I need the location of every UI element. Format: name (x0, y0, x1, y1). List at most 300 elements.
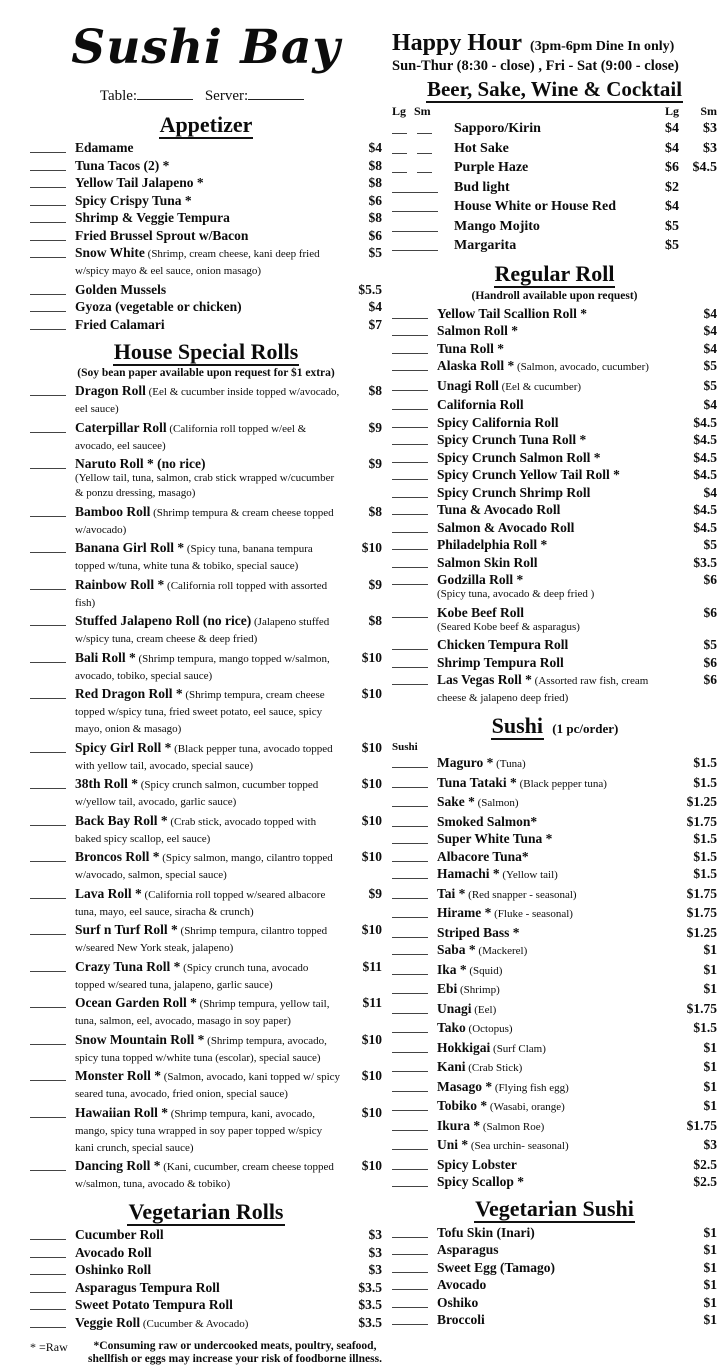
item-price: $2.5 (693, 1174, 717, 1190)
item-name: Philadelphia Roll * (437, 537, 548, 553)
quantity-blank (392, 605, 428, 618)
item-name: Oshiko (437, 1294, 479, 1310)
quantity-blank (30, 175, 66, 188)
menu-item-row (30, 922, 382, 956)
item-text (437, 306, 681, 321)
item-price: $1.25 (686, 924, 717, 940)
item-text (75, 650, 346, 684)
item-text (437, 794, 681, 811)
item-price: $5 (368, 245, 382, 261)
item-text (437, 814, 681, 829)
item-description: (Sea urchin- seasonal) (468, 1140, 569, 1153)
quantity-blank (392, 1001, 428, 1014)
section-title-text: Vegetarian Sushi (475, 1196, 634, 1222)
item-price: $1.5 (693, 774, 717, 790)
quantity-blank (392, 1157, 428, 1170)
item-price: $10 (361, 1104, 382, 1120)
menu-item-row (392, 485, 717, 500)
quantity-blank (392, 124, 407, 134)
item-text (437, 358, 681, 375)
item-description: (Spicy crunch salmon, cucumber topped w/yellow tail, avocado, garlic sauce) (75, 779, 319, 809)
item-text (75, 504, 346, 538)
item-name: Stuffed Jalapeno Roll (no rice) (75, 613, 252, 629)
item-price: $10 (361, 739, 382, 755)
item-description: (Salmon Roe) (480, 1120, 545, 1133)
quantity-blank (30, 1262, 66, 1275)
menu-right-column (392, 0, 717, 1330)
menu-item-row (30, 959, 382, 993)
happy-hour-item-row (392, 160, 717, 176)
quantity-blank (417, 144, 432, 154)
item-description: (Shrimp tempura, yellow tail, tuna, salmon, eel, avocado, masago in soy paper) (75, 998, 330, 1028)
quantity-blank (417, 124, 432, 134)
item-price: $1.75 (686, 813, 717, 829)
item-name: Ocean Garden Roll * (75, 995, 197, 1011)
quantity-blank (392, 397, 428, 410)
item-name: Maguro * (437, 755, 494, 771)
menu-item-row (30, 210, 382, 225)
quantity-blank (30, 577, 66, 590)
quantity-blank (392, 1040, 428, 1053)
item-price: $1.25 (686, 794, 717, 810)
happy-hour-item-row (392, 141, 717, 157)
section-title-text: Regular Roll (494, 261, 615, 287)
size-quantity-blanks (392, 219, 454, 232)
happy-hour-title: Happy Hour (392, 30, 523, 56)
quantity-blank (392, 755, 428, 768)
item-description: (Flying fish egg) (492, 1081, 569, 1094)
item-description: (Salmon, avocado, kani topped w/ spicy seared tuna, avocado, fried onion, special sauce) (75, 1071, 341, 1101)
section-title (392, 713, 717, 738)
item-text (437, 886, 681, 903)
item-text (437, 1098, 681, 1115)
quantity-blank (392, 341, 428, 354)
item-price: $11 (362, 958, 382, 974)
raw-disclaimer (30, 1340, 382, 1367)
menu-item-row (392, 555, 717, 570)
menu-item-row (392, 755, 717, 772)
item-text (437, 1137, 681, 1154)
item-price: $4.5 (693, 502, 717, 518)
size-header-spacer (436, 104, 641, 119)
menu-item-row (30, 613, 382, 647)
item-text (437, 981, 681, 998)
quantity-blank (30, 282, 66, 295)
item-price: $10 (361, 922, 382, 938)
section-title-text: Sushi (491, 713, 544, 739)
item-description: (Red snapper - seasonal) (465, 888, 577, 901)
menu-item-row (392, 1118, 717, 1135)
quantity-blank (392, 202, 438, 212)
quantity-blank (30, 613, 66, 626)
item-name: Asparagus Tempura Roll (75, 1279, 220, 1295)
item-price-large: $4 (665, 199, 679, 215)
item-name: Saba * (437, 942, 476, 958)
menu-item-row (392, 981, 717, 998)
item-price: $1.5 (693, 866, 717, 882)
quantity-blank (392, 306, 428, 319)
item-price: $1 (703, 981, 717, 997)
item-price: $1.75 (686, 885, 717, 901)
item-text (75, 228, 346, 243)
item-price: $10 (361, 540, 382, 556)
menu-item-row (392, 1079, 717, 1096)
item-description: (Fluke - seasonal) (491, 908, 573, 921)
quantity-blank (392, 163, 407, 173)
item-price: $8 (368, 157, 382, 173)
item-text (75, 540, 346, 574)
size-quantity-blanks (392, 160, 454, 173)
item-name: Sake * (437, 794, 475, 810)
menu-item-row (392, 775, 717, 792)
quantity-blank (30, 317, 66, 330)
item-price: $10 (361, 1158, 382, 1174)
item-text (437, 555, 681, 570)
item-text (75, 1068, 346, 1102)
menu-item-row (392, 962, 717, 979)
item-text (75, 922, 346, 956)
item-price: $10 (361, 849, 382, 865)
item-price: $6 (703, 654, 717, 670)
item-price: $4 (703, 484, 717, 500)
item-text (437, 655, 681, 670)
item-text (437, 397, 681, 412)
item-price-large: $6 (665, 160, 679, 176)
quantity-blank (392, 1260, 428, 1273)
menu-item-row (30, 140, 382, 155)
quantity-blank (30, 504, 66, 517)
menu-item-row (392, 306, 717, 321)
item-price: $5.5 (358, 281, 382, 297)
item-price: $8 (368, 175, 382, 191)
item-price: $1 (703, 1277, 717, 1293)
item-text (437, 831, 681, 846)
item-price: $8 (368, 503, 382, 519)
item-text (75, 210, 346, 225)
item-price: $1 (703, 1098, 717, 1114)
quantity-blank (30, 158, 66, 171)
quantity-blank (30, 650, 66, 663)
item-name: Hirame * (437, 905, 492, 921)
item-name: Banana Girl Roll * (75, 540, 185, 556)
table-label: Table: (99, 88, 138, 104)
item-text (437, 467, 681, 482)
quantity-blank (392, 775, 428, 788)
item-price: $10 (361, 1031, 382, 1047)
item-price: $1.5 (693, 755, 717, 771)
item-price: $4 (703, 323, 717, 339)
item-price: $9 (368, 576, 382, 592)
happy-hour-header (392, 30, 717, 75)
item-price: $10 (361, 649, 382, 665)
item-text (437, 1040, 681, 1057)
item-name: Rainbow Roll * (75, 576, 165, 592)
quantity-blank (392, 555, 428, 568)
quantity-blank (392, 485, 428, 498)
item-text (437, 572, 681, 602)
item-name: Tuna Tacos (2) * (75, 157, 170, 173)
quantity-blank (30, 1280, 66, 1293)
quantity-blank (392, 814, 428, 827)
size-quantity-blanks (392, 180, 454, 193)
item-name: Kani (437, 1059, 466, 1075)
menu-item-row (392, 1020, 717, 1037)
item-name: Spicy Crunch Shrimp Roll (437, 484, 591, 500)
item-text (75, 686, 346, 737)
quantity-blank (392, 415, 428, 428)
quantity-blank (30, 1158, 66, 1171)
menu-item-row (392, 537, 717, 552)
item-name: Unagi (437, 1000, 472, 1016)
menu-left-column (30, 0, 382, 1367)
item-text (75, 577, 346, 611)
item-name: Spicy Crunch Salmon Roll * (437, 449, 601, 465)
menu-item-row (392, 572, 717, 602)
item-name: House White or House Red (454, 199, 617, 215)
item-price: $4.5 (693, 519, 717, 535)
menu-item-row (30, 158, 382, 173)
item-price: $4 (703, 340, 717, 356)
menu-item-row (392, 323, 717, 338)
item-description: (Cucumber & Avocado) (140, 1317, 249, 1330)
item-name: Mango Mojito (454, 218, 540, 234)
item-text (75, 1262, 346, 1277)
quantity-blank (392, 520, 428, 533)
item-name: Super White Tuna * (437, 831, 553, 847)
item-text (437, 485, 681, 500)
item-name: Albacore Tuna* (437, 848, 529, 864)
size-header-sm-right: Sm (700, 104, 717, 119)
item-description: (Surf Clam) (490, 1042, 546, 1055)
item-text (75, 420, 346, 454)
quantity-blank (392, 144, 407, 154)
item-name: Yellow Tail Scallion Roll * (437, 305, 588, 321)
item-name: Lava Roll * (75, 885, 142, 901)
item-text (437, 605, 681, 635)
item-description: (Shrimp tempura, cilantro topped w/seared New York steak, jalapeno) (75, 925, 328, 955)
item-name: Ika * (437, 961, 467, 977)
item-name: Dancing Roll * (75, 1158, 161, 1174)
quantity-blank (392, 1225, 428, 1238)
item-name: 38th Roll * (75, 776, 139, 792)
item-text (437, 1174, 681, 1189)
menu-item-row (30, 740, 382, 774)
item-description: (Eel & cucumber) (498, 380, 582, 393)
menu-item-row (392, 637, 717, 652)
item-price-small: $3 (703, 140, 717, 156)
menu-item-row (30, 193, 382, 208)
menu-item-row (392, 1157, 717, 1172)
quantity-blank (30, 1315, 66, 1328)
quantity-blank (30, 1068, 66, 1081)
item-description: (Shrimp tempura, mango topped w/salmon, avocado, tobiko, special sauce) (75, 652, 330, 682)
menu-item-row (392, 432, 717, 447)
item-price: $6 (703, 604, 717, 620)
quantity-blank (30, 959, 66, 972)
item-text (75, 886, 346, 920)
quantity-blank (392, 572, 428, 585)
item-price: $10 (361, 812, 382, 828)
item-description: (Crab Stick) (465, 1062, 523, 1075)
item-name: Spicy Crunch Yellow Tail Roll * (437, 467, 620, 483)
item-price: $1 (703, 1059, 717, 1075)
item-name: Sweet Egg (Tamago) (437, 1259, 555, 1275)
menu-item-row (30, 1068, 382, 1102)
quantity-blank (30, 140, 66, 153)
menu-item-row (30, 317, 382, 332)
right-sections-container (392, 261, 717, 1327)
item-name: Hamachi * (437, 866, 500, 882)
item-name: Masago * (437, 1078, 493, 1094)
menu-item-row (392, 849, 717, 864)
server-label: Server: (204, 88, 249, 104)
menu-item-row (30, 420, 382, 454)
section-items (30, 383, 382, 1192)
item-description: (Salmon, avocado, cucumber) (514, 361, 649, 374)
item-name: Ebi (437, 981, 458, 997)
item-price: $1 (703, 1039, 717, 1055)
item-text (437, 1260, 681, 1275)
item-name: Godzilla Roll * (437, 572, 524, 588)
quantity-blank (392, 942, 428, 955)
happy-hour-item-row (392, 199, 717, 215)
item-price: $3 (703, 1137, 717, 1153)
quantity-blank (30, 776, 66, 789)
item-text (437, 962, 681, 979)
item-description: (Assorted raw fish, cream cheese & jalapeno deep fried) (437, 675, 649, 705)
menu-item-row (392, 520, 717, 535)
quantity-blank (30, 383, 66, 396)
menu-item-row (392, 831, 717, 846)
item-text (437, 905, 681, 922)
item-name: Uni * (437, 1137, 469, 1153)
quantity-blank (392, 432, 428, 445)
size-quantity-blanks (392, 121, 454, 134)
menu-item-row (30, 456, 382, 501)
item-price: $11 (362, 995, 382, 1011)
menu-item-row (392, 397, 717, 412)
menu-item-row (392, 925, 717, 940)
item-description: (Kani, cucumber, cream cheese topped w/salmon, tuna, avocado & tobiko) (75, 1161, 334, 1191)
item-text (75, 1297, 346, 1312)
item-price: $3.5 (358, 1279, 382, 1295)
item-text (75, 1158, 346, 1192)
item-name: Tako (437, 1020, 466, 1036)
item-name: Fried Brussel Sprout w/Bacon (75, 227, 249, 243)
quantity-blank (392, 1295, 428, 1308)
item-name: Shrimp Tempura Roll (437, 654, 564, 670)
item-name: Caterpillar Roll (75, 419, 167, 435)
section-title (30, 112, 382, 137)
item-name: Salmon Roll * (437, 323, 519, 339)
menu-item-row (30, 1280, 382, 1295)
item-name: Bali Roll * (75, 649, 136, 665)
quantity-blank (392, 467, 428, 480)
quantity-blank (30, 540, 66, 553)
menu-item-row (30, 299, 382, 314)
happy-hour-item-row (392, 180, 717, 196)
section-title-note: (1 pc/order) (549, 721, 619, 737)
menu-item-row (30, 383, 382, 417)
item-name: Salmon & Avocado Roll (437, 519, 575, 535)
item-description: (Seared Kobe beef & asparagus) (437, 620, 580, 633)
quantity-blank (30, 1032, 66, 1045)
item-name: Asparagus (437, 1242, 499, 1258)
left-sections-container (30, 112, 382, 1332)
quantity-blank (30, 193, 66, 206)
item-text (437, 1242, 681, 1257)
size-quantity-blanks (392, 238, 454, 251)
item-name: Tai * (437, 885, 466, 901)
item-text (437, 432, 681, 447)
item-price: $4 (703, 397, 717, 413)
item-text (437, 378, 681, 395)
menu-item-row (392, 866, 717, 883)
menu-item-row (392, 794, 717, 811)
quantity-blank (392, 323, 428, 336)
item-text (437, 415, 681, 430)
quantity-blank (30, 995, 66, 1008)
item-text (75, 813, 346, 847)
item-description: (Spicy tuna, banana tempura topped w/tuna, white tuna & tobiko, special sauce) (75, 543, 313, 573)
section-title (30, 1199, 382, 1224)
item-description: (Eel) (471, 1003, 497, 1016)
item-name: Dragon Roll (75, 383, 146, 399)
item-price: $1 (703, 1242, 717, 1258)
item-price: $1.5 (693, 831, 717, 847)
section-title-text: Appetizer (159, 112, 253, 137)
item-description: (California roll topped w/seared albacore tuna, mayo, eel sauce, siracha & crunch) (75, 888, 326, 918)
item-text (75, 456, 346, 501)
item-price: $8 (368, 613, 382, 629)
item-price: $3.5 (693, 554, 717, 570)
item-price: $1 (703, 942, 717, 958)
quantity-blank (392, 378, 428, 391)
item-price: $1 (703, 961, 717, 977)
menu-item-row (30, 1227, 382, 1242)
item-text (437, 1225, 681, 1240)
menu-item-row (392, 1040, 717, 1057)
menu-item-row (392, 1174, 717, 1189)
item-name: Striped Bass * (437, 924, 520, 940)
item-name: Yellow Tail Jalapeno * (75, 175, 204, 191)
item-description: (Yellow tail, tuna, salmon, crab stick wrapped w/cucumber & ponzu dressing, masago) (75, 472, 335, 500)
quantity-blank (392, 655, 428, 668)
item-name: Monster Roll * (75, 1068, 161, 1084)
item-text (437, 1277, 681, 1292)
menu-item-row (392, 1001, 717, 1018)
menu-item-row (392, 502, 717, 517)
menu-item-row (392, 814, 717, 829)
item-price: $4 (703, 305, 717, 321)
item-name: Snow Mountain Roll * (75, 1031, 205, 1047)
menu-item-row (392, 341, 717, 356)
item-price: $3 (368, 1227, 382, 1243)
item-text (75, 1227, 346, 1242)
section-title (392, 261, 717, 286)
menu-item-row (392, 1295, 717, 1310)
menu-item-row (30, 813, 382, 847)
item-name: Chicken Tempura Roll (437, 637, 569, 653)
quantity-blank (30, 1245, 66, 1258)
item-price: $4 (368, 299, 382, 315)
menu-item-row (392, 1225, 717, 1240)
happy-hour-hours: Sun-Thur (8:30 - close) , Fri - Sat (9:00 - close) (392, 58, 679, 75)
quantity-blank (392, 450, 428, 463)
table-server-line (30, 87, 382, 105)
happy-hour-note: (3pm-6pm Dine In only) (530, 39, 675, 54)
item-text (437, 637, 681, 652)
